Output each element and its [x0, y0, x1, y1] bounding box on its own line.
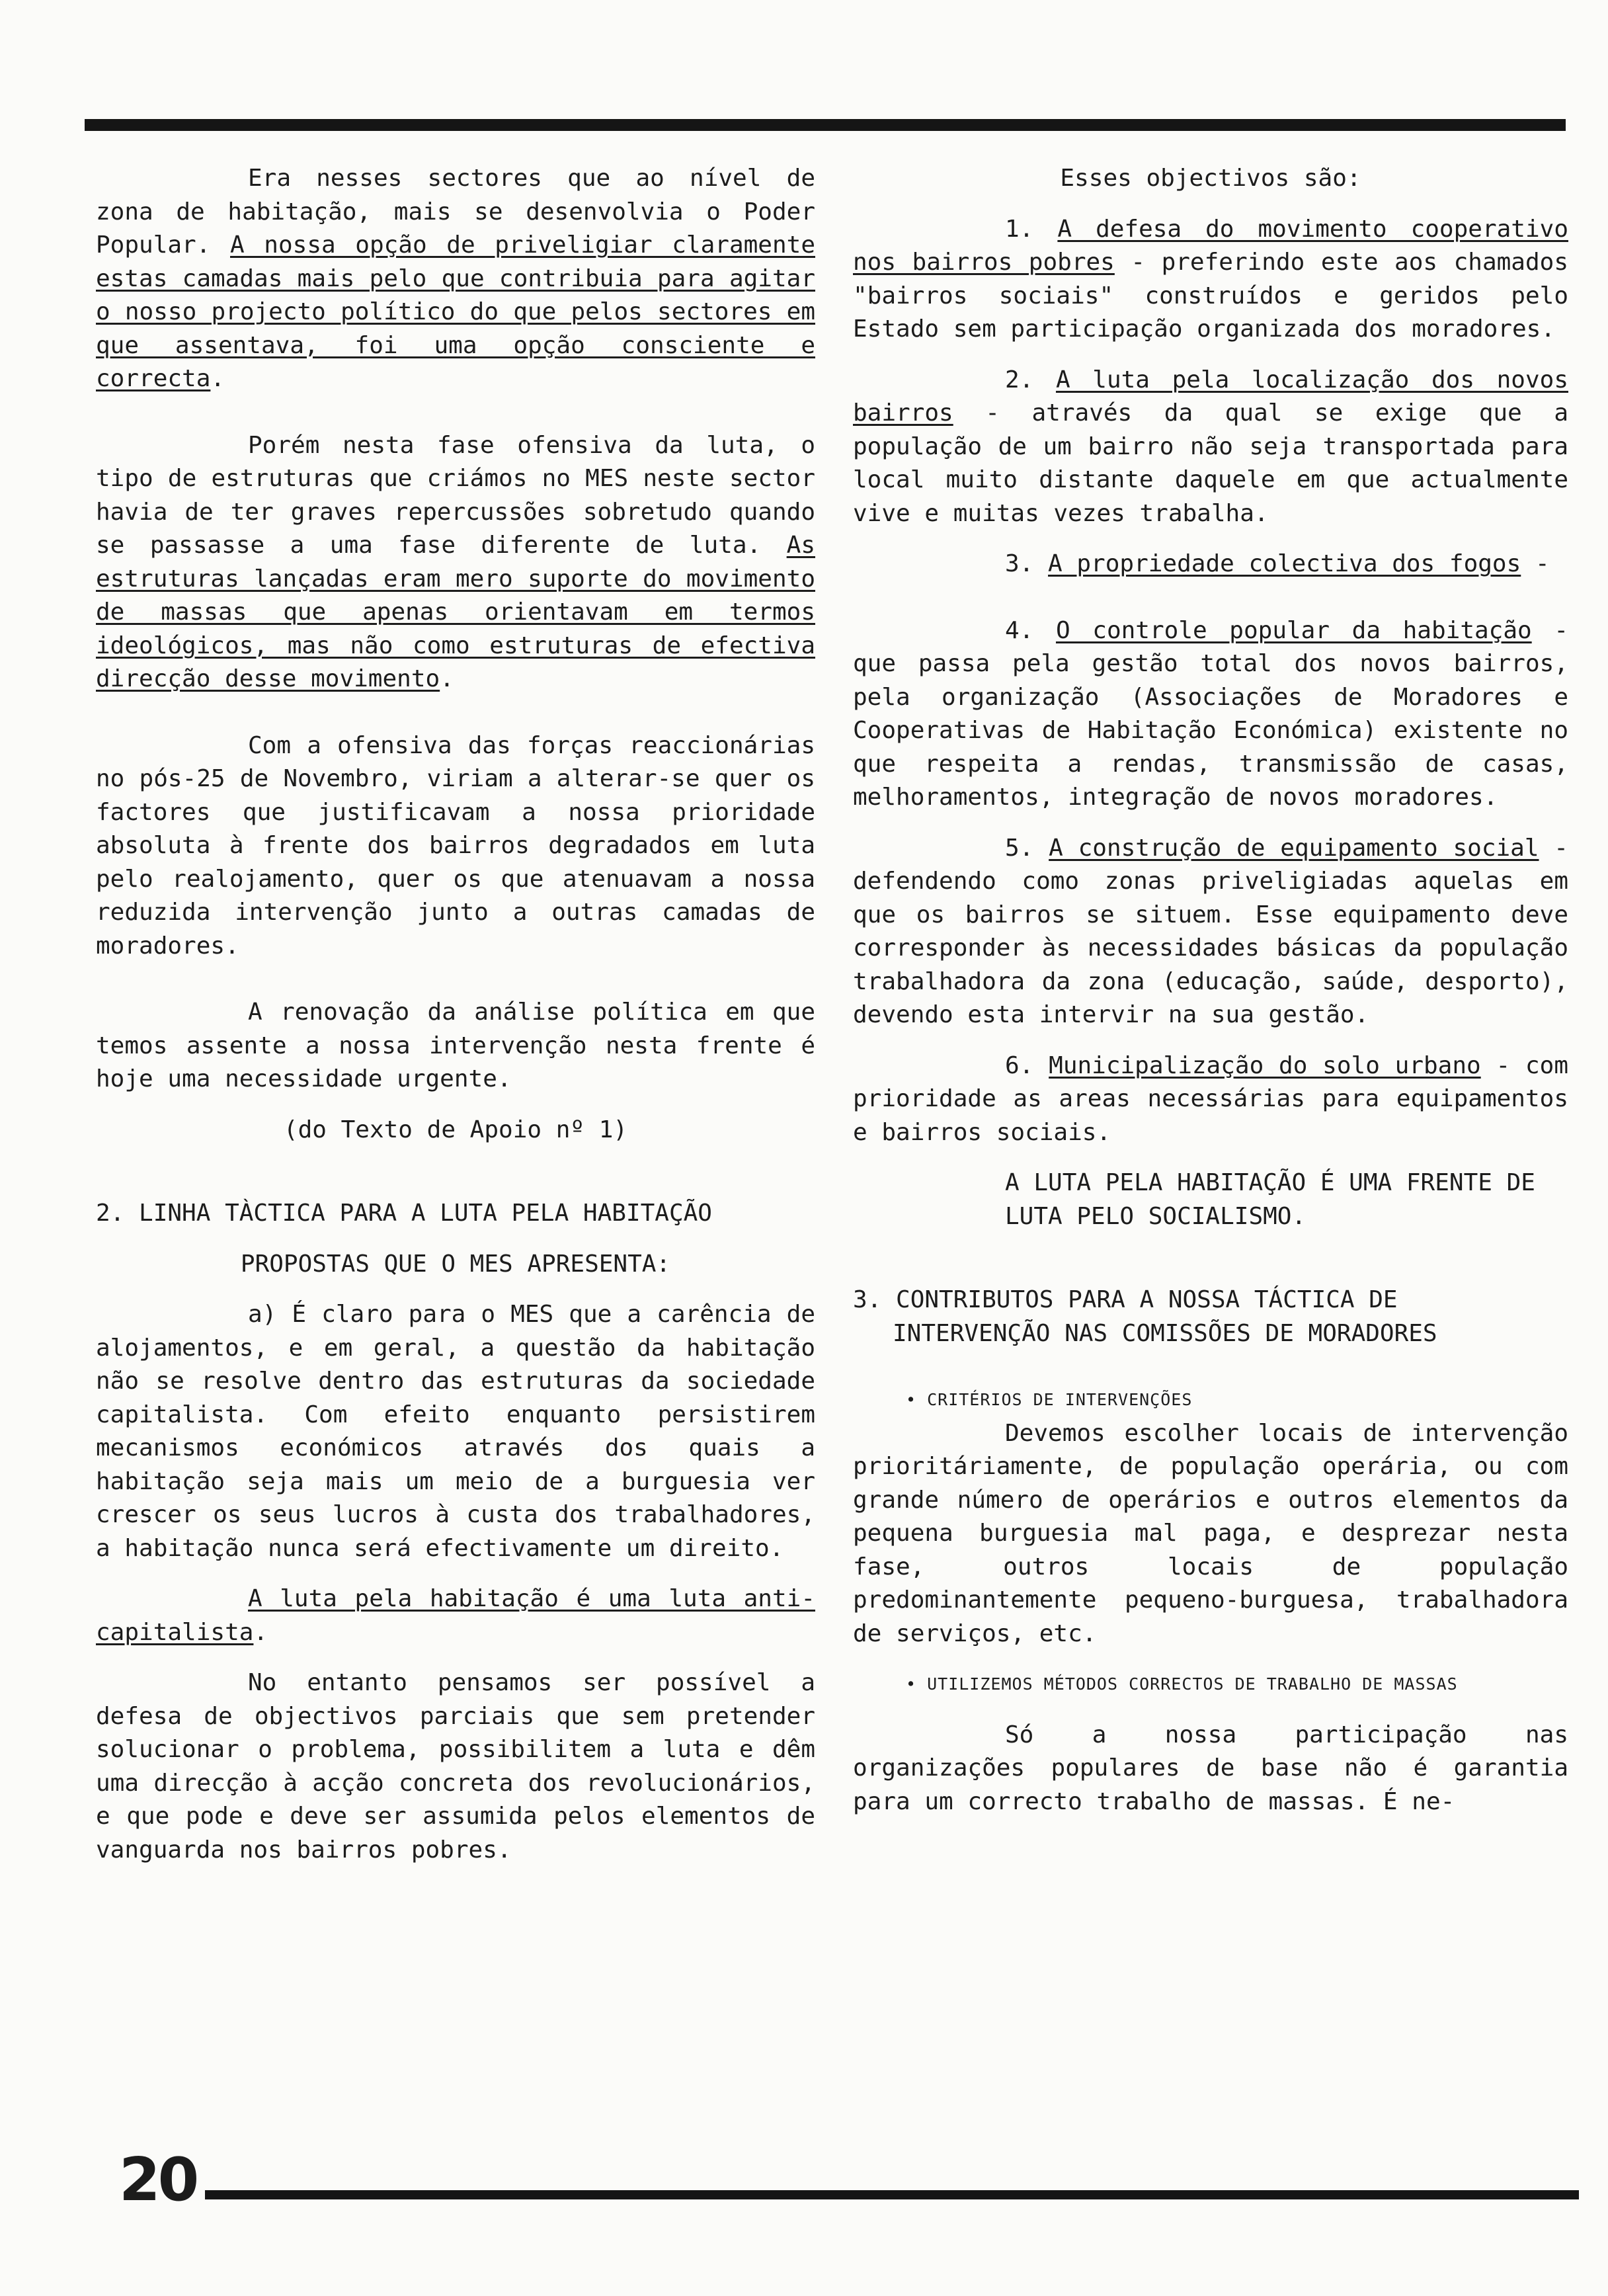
objective-5: 5. A construção de equipamento social - defendendo como zonas priveligiadas aquelas em que os bairros se situem. Esse equipamento deve corresponder às necessidades básicas da população trabalhadora da zona (educação, saúde, desporto), devendo esta intervir na sua gestão.	[853, 834, 1568, 1028]
objectives-intro: Esses objectivos são:	[1060, 165, 1361, 192]
underlined-text: Municipalização do solo urbano	[1049, 1051, 1481, 1079]
top-rule	[85, 119, 1566, 131]
bottom-rule	[205, 2190, 1579, 2199]
objective-1: 1. A defesa do movimento cooperativo nos bairros pobres - preferindo este aos chamados "bairros sociais" construídos e geridos pelo Estado sem participação organizada dos moradores.	[853, 215, 1568, 343]
paragraph-carencia: a) É claro para o MES que a carência de alojamentos, e em geral, a questão da habitação não se resolve dentro das estruturas da sociedade capitalista. Com efeito enquanto persistirem mecanismos económicos através dos quais a habitação seja mais um meio de a burguesia ver crescer os seus lucros à custa dos trabalhadores, a habitação nunca será efectivamente um direito.	[96, 1301, 815, 1562]
subheading-metodos: • UTILIZEMOS MÉTODOS CORRECTOS DE TRABALHO DE MASSAS	[906, 1674, 1458, 1694]
underlined-text: As estruturas lançadas eram mero suporte do movimento de massas que apenas orientavam em termos ideológicos, mas não como estruturas de efectiva direcção desse movimento	[96, 532, 815, 692]
paragraph-renovacao: A renovação da análise política em que temos assente a nossa intervenção nesta frente é hoje uma necessidade urgente.	[96, 999, 815, 1092]
left-column	[96, 162, 815, 1867]
right-column	[853, 162, 1568, 1819]
paragraph-objectivos-parciais: No entanto pensamos ser possível a defesa de objectivos parciais que sem pretender solucionar o problema, possibilitem a luta e dêm uma direcção à acção concreta dos revolucionários, e que pode e deve ser assumida pelos elementos de vanguarda nos bairros pobres.	[96, 1669, 815, 1864]
paragraph-fase-ofensiva: Porém nesta fase ofensiva da luta, o tipo de estruturas que criámos no MES neste sector havia de ter graves repercussões sobretudo quando se passasse a uma fase diferente de luta. As estruturas lançadas eram mero suporte do movimento de massas que apenas orientavam em termos ideológicos, mas não como estruturas de efectiva direcção desse movimento.	[96, 431, 815, 692]
slogan: A LUTA PELA HABITAÇÃO É UMA FRENTE DE LUTA PELO SOCIALISMO.	[1005, 1169, 1535, 1230]
paragraph-luta-anticapitalista: A luta pela habitação é uma luta anti-capitalista.	[96, 1585, 815, 1646]
objective-6: 6. Municipalização do solo urbano - com prioridade as areas necessárias para equipamentos e bairros sociais.	[853, 1051, 1568, 1146]
underlined-text: A nossa opção de priveligiar claramente estas camadas mais pelo que contribuia para agitar o nosso projecto político do que pelos sectores em que assentava, foi uma opção consciente e correcta	[96, 231, 815, 392]
underlined-text: A luta pela localização dos novos bairros	[853, 366, 1568, 427]
objective-4: 4. O controle popular da habitação - que passa pela gestão total dos novos bairros, pela organização (Associações de Moradores e Cooperativas de Habitação Económica) existente no que respeita a rendas, transmissão de casas, melhoramentos, integração de novos moradores.	[853, 616, 1568, 811]
section-heading-3: 3. CONTRIBUTOS PARA A NOSSA TÁCTICA DE INTERVENÇÃO NAS COMISSÕES DE MORADORES	[853, 1286, 1437, 1347]
underlined-text: A luta pela habitação é uma luta anti-capitalista	[96, 1585, 815, 1646]
subheading-criterios: • CRITÉRIOS DE INTERVENÇÕES	[906, 1390, 1193, 1409]
proposals-heading: PROPOSTAS QUE O MES APRESENTA:	[240, 1250, 671, 1278]
objective-2: 2. A luta pela localização dos novos bairros - através da qual se exige que a população de um bairro não seja transportada para local muito distante daquele em que actualmente vive e muitas vezes trabalha.	[853, 366, 1568, 527]
paragraph-poder-popular: Era nesses sectores que ao nível de zona de habitação, mais se desenvolvia o Poder Popular. A nossa opção de priveligiar claramente estas camadas mais pelo que contribuia para agitar o nosso projecto político do que pelos sectores em que assentava, foi uma opção consciente e correcta.	[96, 165, 815, 392]
underlined-text: A defesa do movimento cooperativo nos bairros pobres	[853, 215, 1568, 276]
underlined-text: O controle popular da habitação	[1055, 616, 1532, 644]
source-citation: (do Texto de Apoio nº 1)	[283, 1116, 628, 1143]
underlined-text: A propriedade colectiva dos fogos	[1048, 550, 1521, 577]
page-number: 20	[119, 2145, 197, 2215]
paragraph-participacao: Só a nossa participação nas organizações populares de base não é garantia para um correcto trabalho de massas. É ne-	[853, 1721, 1568, 1815]
paragraph-locais: Devemos escolher locais de intervenção prioritáriamente, de população operária, ou com grande número de operários e outros elementos da pequena burguesia mal paga, e desprezar nesta fase, outros locais de população predominantemente pequeno-burguesa, trabalhadora de serviços, etc.	[853, 1419, 1568, 1647]
objective-3: 3. A propriedade colectiva dos fogos -	[1005, 550, 1550, 577]
underlined-text: A construção de equipamento social	[1049, 834, 1539, 862]
section-heading-2: 2. LINHA TÀCTICA PARA A LUTA PELA HABITAÇÃO	[96, 1200, 712, 1227]
paragraph-25-novembro: Com a ofensiva das forças reaccionárias no pós-25 de Novembro, viriam a alterar-se quer os factores que justificavam a nossa prioridade absoluta à frente dos bairros degradados em luta pelo realojamento, quer os que atenuavam a nossa reduzida intervenção junto a outras camadas de moradores.	[96, 731, 815, 960]
